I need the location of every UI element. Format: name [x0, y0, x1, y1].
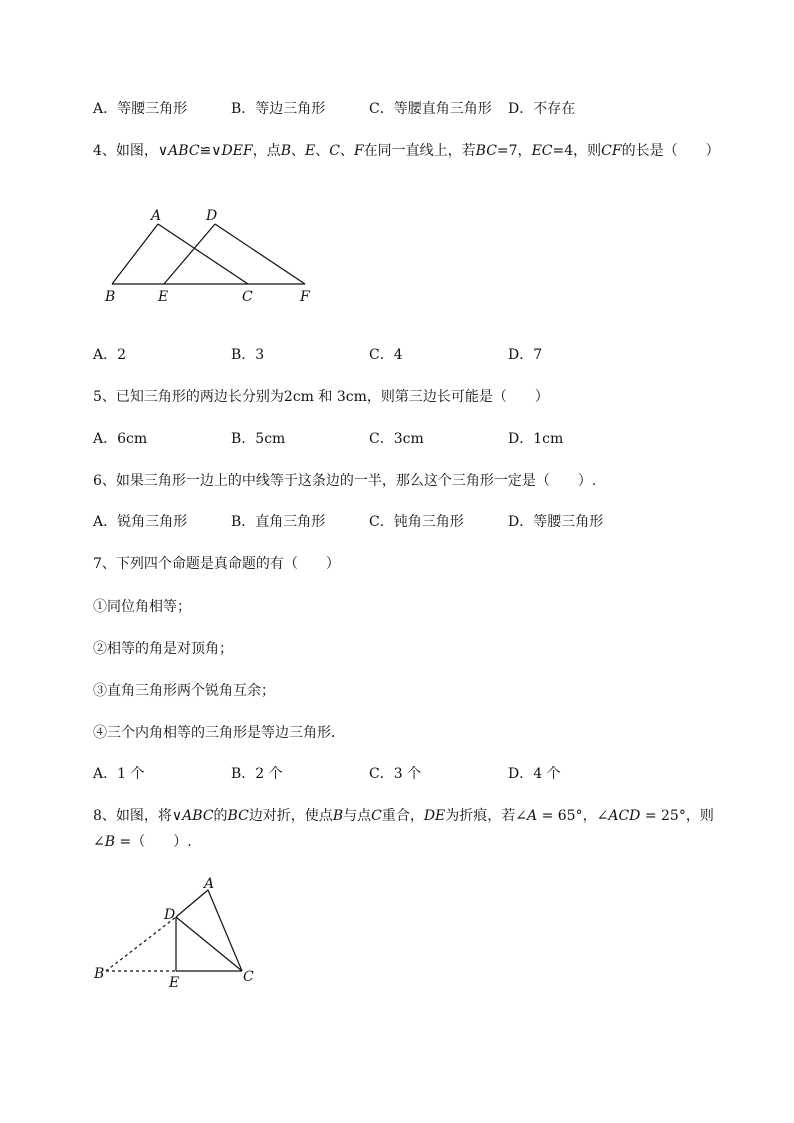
q8-text: 的: [213, 808, 228, 824]
q8-label-c: C: [243, 969, 254, 985]
q4-option-a: A．2: [93, 347, 127, 363]
q8-point-c: C: [371, 808, 382, 824]
q3-option-d: D．不存在: [508, 101, 576, 117]
q8-line-dc: [176, 917, 242, 971]
q4-segment-bc: BC: [475, 143, 497, 159]
q7-option-c: C．3 个: [369, 766, 422, 782]
q4-option-c: C．4: [369, 347, 403, 363]
q8-angle-acd: ACD: [608, 808, 641, 824]
q6-option-d: D．等腰三角形: [508, 514, 604, 530]
q4-text: 、: [315, 143, 330, 159]
q4-point-f: F: [353, 143, 364, 159]
q4-text: 、: [290, 143, 305, 159]
q8-stem-line1: [93, 807, 714, 825]
q4-label-a: A: [151, 208, 162, 224]
q4-segment-ec: EC: [531, 143, 553, 159]
q8-segment-bc: BC: [227, 808, 249, 824]
q8-line-ac: [208, 890, 242, 971]
q5-stem: 5、已知三角形的两边长分别为2cm 和 3cm，则第三边长可能是（ ）: [93, 389, 549, 405]
q4-triangle-def: ∨DEF: [211, 143, 253, 159]
q8-text: 为折痕，若∠: [445, 808, 528, 824]
q8-segment-de: DE: [423, 808, 446, 824]
q8-angle-b: B: [104, 834, 116, 850]
q8-text: = 65°，∠: [537, 808, 609, 824]
q4-line-df: [215, 224, 305, 284]
q4-option-d: D．7: [508, 347, 543, 363]
q8-dashed-bd: [106, 917, 176, 971]
q8-label-d: D: [164, 907, 176, 923]
q4-segment-cf: CF: [601, 143, 622, 159]
q3-option-b: B．等边三角形: [231, 101, 326, 117]
q8-text: 边对折，使点: [248, 808, 333, 824]
q4-congruent-symbol: ≌: [199, 143, 212, 159]
q7-statement-3: ③直角三角形两个锐角互余；: [93, 683, 275, 699]
q4-option-b: B．3: [231, 347, 265, 363]
q5-option-c: C．3cm: [369, 431, 424, 447]
q7-stem: 7、下列四个命题是真命题的有（ ）: [93, 556, 340, 572]
q3-option-a: A．等腰三角形: [93, 101, 188, 117]
q5-option-b: B．5cm: [231, 431, 286, 447]
q4-text: ，点: [252, 143, 281, 159]
q8-text: 与点: [343, 808, 372, 824]
q7-statement-4: ④三个内角相等的三角形是等边三角形．: [93, 725, 345, 741]
q8-point-b: B: [332, 808, 344, 824]
q7-option-a: A．1 个: [93, 766, 145, 782]
q8-text: ∠: [93, 834, 105, 850]
q4-triangle-abc: ∨ABC: [157, 143, 200, 159]
q4-label-b: B: [105, 289, 116, 305]
q4-text: 在同一直线上，若: [363, 143, 476, 159]
q7-option-b: B．2 个: [231, 766, 283, 782]
q4-point-c: C: [329, 143, 340, 159]
q4-point-e: E: [304, 143, 316, 159]
q8-label-e: E: [169, 975, 180, 991]
q8-figure: [90, 875, 270, 995]
q8-text: 重合，: [381, 808, 424, 824]
q4-label-e: E: [158, 289, 169, 305]
q6-option-a: A．锐角三角形: [93, 514, 188, 530]
q6-option-c: C．钝角三角形: [369, 514, 464, 530]
q8-text: =（ ）.: [115, 834, 192, 850]
q8-text: 8、如图，将: [93, 808, 172, 824]
q6-option-b: B．直角三角形: [231, 514, 326, 530]
q4-text: 的长是（ ）: [621, 143, 720, 159]
q4-value-bc: =7，: [496, 143, 532, 159]
q5-option-d: D．1cm: [508, 431, 564, 447]
q4-label-f: F: [300, 289, 310, 305]
q7-statement-1: ①同位角相等；: [93, 599, 191, 615]
q3-option-c: C．等腰直角三角形: [369, 101, 492, 117]
q8-label-b: B: [94, 966, 105, 982]
q4-text: 4、如图，: [93, 143, 158, 159]
q8-text: = 25°，则: [640, 808, 714, 824]
q7-statement-2: ②相等的角是对顶角；: [93, 641, 233, 657]
q4-line-ab: [112, 224, 158, 284]
q4-value-ec: =4，则: [552, 143, 602, 159]
q6-stem: 6、如果三角形一边上的中线等于这条边的一半，那么这个三角形一定是（ ）.: [93, 473, 597, 489]
q8-line-ad: [176, 890, 208, 917]
q4-stem: [93, 142, 720, 160]
q4-point-b: B: [280, 143, 291, 159]
q8-angle-a: A: [527, 808, 538, 824]
q7-option-d: D．4 个: [508, 766, 561, 782]
q4-figure: [95, 200, 345, 310]
q4-label-d: D: [206, 208, 218, 224]
q4-label-c: C: [242, 289, 253, 305]
q5-option-a: A．6cm: [93, 431, 148, 447]
q8-stem-line2: [93, 833, 192, 851]
q8-label-a: A: [204, 876, 215, 892]
q4-text: 、: [339, 143, 354, 159]
q8-triangle-abc: ∨ABC: [171, 808, 214, 824]
